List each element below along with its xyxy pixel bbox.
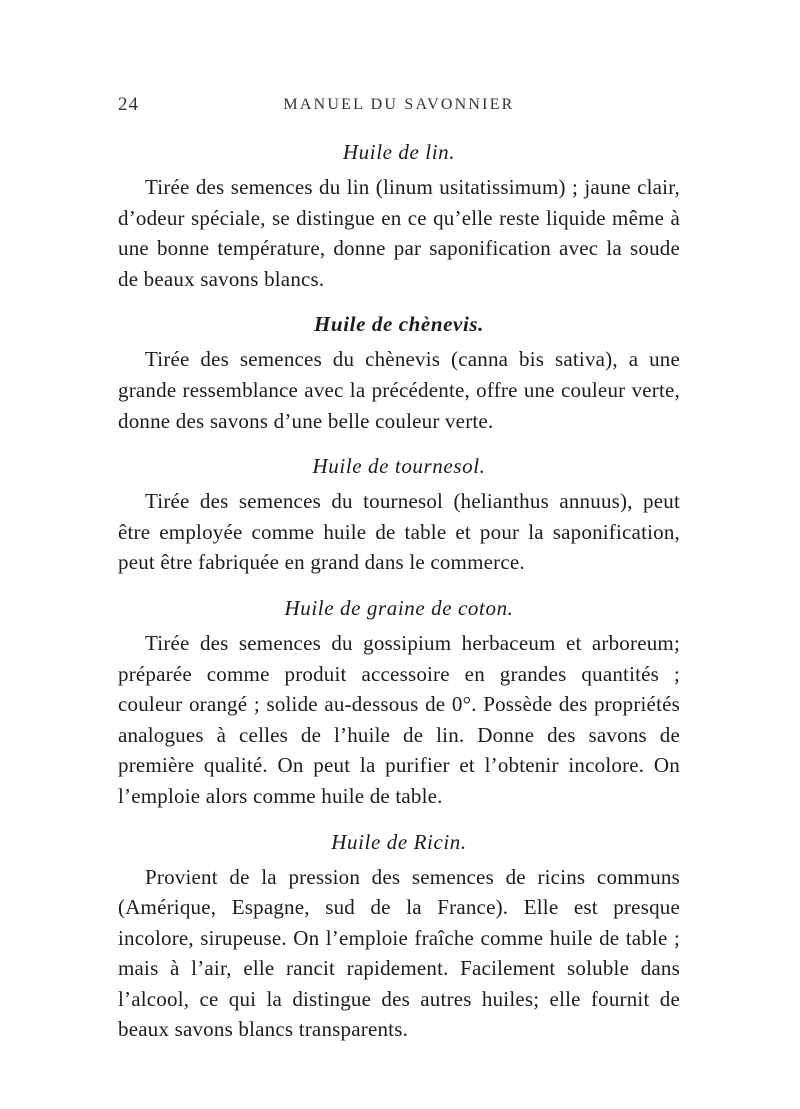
section-huile-de-chenevis bbox=[118, 310, 680, 436]
section-paragraph: Tirée des semences du chènevis (canna bis sativa), a une grande ressemblance avec la précédente, offre une couleur verte, donne des savons d’une belle couleur verte. bbox=[118, 347, 680, 433]
section-title: Huile de graine de coton. bbox=[284, 595, 514, 620]
section-huile-de-lin bbox=[118, 138, 680, 294]
section-huile-de-tournesol bbox=[118, 452, 680, 578]
section-huile-de-graine-de-coton bbox=[118, 594, 680, 812]
section-paragraph: Tirée des semences du tournesol (helianthus annuus), peut être employée comme huile de table et pour la saponification, peut être fabriquée en grand dans le commerce. bbox=[118, 489, 680, 575]
section-title: Huile de tournesol. bbox=[312, 454, 486, 479]
section-paragraph: Tirée des semences du lin (linum usitatissimum) ; jaune clair, d’odeur spéciale, se distingue en ce qu’elle reste liquide même à une bonne température, donne par saponification avec la soude de beaux savons blancs. bbox=[118, 175, 680, 291]
book-page bbox=[118, 0, 680, 1109]
page-body bbox=[118, 138, 680, 1061]
section-paragraph: Tirée des semences du gossipium herbaceum et arboreum; préparée comme produit accessoire en grandes quantités ; couleur orangé ; solide au-dessous de 0°. Possède des propriétés analogues à celles de l’huile de lin. Donne des savons de première qualité. On peut la purifier et l’obtenir incolore. On l’emploie alors comme huile de table. bbox=[118, 630, 680, 808]
section-title: Huile de Ricin. bbox=[331, 829, 467, 854]
section-huile-de-ricin bbox=[118, 828, 680, 1046]
page-number: 24 bbox=[118, 94, 139, 115]
section-title: Huile de lin. bbox=[342, 140, 456, 164]
section-paragraph: Provient de la pression des semences de ricins communs (Amérique, Espagne, sud de la France). Elle est presque incolore, sirupeuse. On l’emploie fraîche comme huile de table ; mais à l’air, elle rancit rapidement. Facilement soluble dans l’alcool, ce qui la distingue des autres huiles; elle fournit de beaux savons blancs transparents. bbox=[118, 864, 680, 1042]
section-title: Huile de chènevis. bbox=[313, 312, 485, 337]
running-title: MANUEL DU SAVONNIER bbox=[283, 96, 515, 113]
running-head bbox=[118, 94, 680, 116]
